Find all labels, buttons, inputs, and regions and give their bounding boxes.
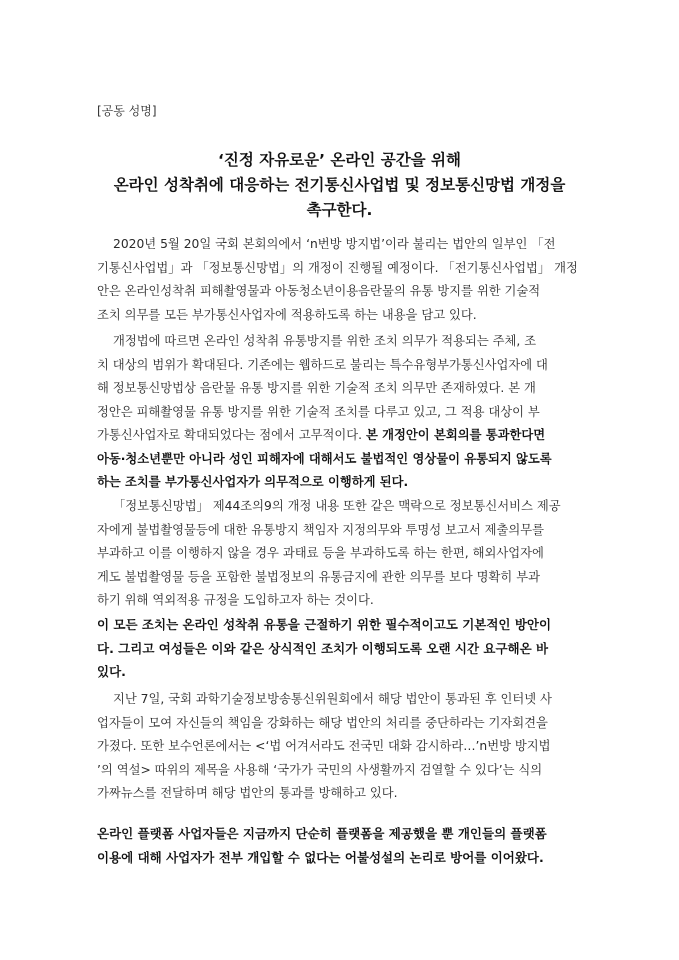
paragraph-4 [97, 613, 609, 684]
paragraph-line: 「정보통신망법」 제44조의9의 개정 내용 또한 같은 맥락으로 정보통신서비스 제공 [113, 499, 561, 513]
paragraph-line: 해 정보통신망법상 음란물 유통 방지를 위한 기술적 조치 의무만 존재하였다. 본 개 [97, 381, 536, 395]
paragraph-line: 안은 온라인성착취 피해촬영물과 아동청소년이용음란물의 유통 방지를 위한 기술적 [97, 284, 541, 298]
paragraph-line: 정안은 피해촬영물 유통 방지를 위한 기술적 조치를 다루고 있고, 그 적용 대상이 부 [97, 404, 540, 419]
statement-tag: [공동 성명] [97, 104, 157, 118]
title-line-3: 촉구한다. [306, 201, 373, 219]
paragraph-line: 지난 7일, 국회 과학기술정보방송통신위원회에서 해당 법안이 통과된 후 인터넷 사 [113, 692, 552, 706]
paragraph-2 [97, 330, 609, 495]
paragraph-line: 가졌다. 또한 보수언론에서는 <‘법 어겨서라도 전국민 대화 감시하라…’n번방 방지법 [97, 739, 551, 753]
paragraph-line: 게도 불법촬영물 등을 포함한 불법정보의 유통금지에 관한 의무를 보다 명확히 부과 [97, 569, 540, 584]
paragraph-5 [97, 688, 609, 806]
paragraph-line: 부과하고 이를 이행하지 않을 경우 과태료 등을 부과하도록 하는 한편, 해외사업자에 [97, 546, 544, 560]
emphasis-line: 다. 그리고 여성들은 이와 같은 상식적인 조치가 이행되도록 오랜 시간 요구해온 바 [97, 640, 549, 656]
emphasis-text: 본 개정안이 본회의를 통과한다면 [366, 428, 546, 442]
paragraph-line: 개정법에 따르면 온라인 성착취 유통방지를 위한 조치 의무가 적용되는 주체, 조 [113, 334, 537, 348]
paragraph-3 [97, 495, 609, 613]
paragraph-line: ’의 역설> 따위의 제목을 사용해 ‘국가가 국민의 사생활까지 검열할 수 있다’는 식의 [97, 762, 543, 777]
emphasis-line: 이용에 대해 사업자가 전부 개입할 수 없다는 어불성설의 논리로 방어를 이어왔다. [97, 849, 544, 865]
emphasis-line: 하는 조치를 부가통신사업자가 의무적으로 이행하게 된다. [97, 475, 409, 489]
paragraph-line: 조치 의무를 모든 부가통신사업자에 적용하도록 하는 내용을 담고 있다. [97, 307, 477, 322]
paragraph-text: 가통신사업자로 확대되었다는 점에서 고무적이다. [97, 428, 366, 442]
document-title [0, 148, 679, 223]
paragraph-line: 자에게 불법촬영물등에 대한 유통방지 책임자 지정의무와 투명성 보고서 제출의무를 [97, 522, 545, 537]
paragraph-line: 2020년 5월 20일 국회 본회의에서 ‘n번방 방지법’이라 불리는 법안의 일부인 「전 [113, 237, 556, 251]
paragraph-line [97, 424, 609, 448]
title-line-1: ‘진정 자유로운’ 온라인 공간을 위해 [218, 151, 461, 169]
paragraph-1 [97, 233, 609, 327]
emphasis-line: 있다. [97, 664, 126, 679]
title-line-2: 온라인 성착취에 대응하는 전기통신사업법 및 정보통신망법 개정을 [113, 176, 566, 194]
paragraph-line: 업자들이 모여 자신들의 책임을 강화하는 해당 법안의 처리를 중단하라는 기자회견을 [97, 715, 548, 730]
emphasis-line: 이 모든 조치는 온라인 성착취 유통을 근절하기 위한 필수적이고도 기본적인 방안이 [97, 617, 552, 632]
paragraph-line: 치 대상의 범위가 확대된다. 기존에는 웹하드로 불리는 특수유형부가통신사업자에 대 [97, 357, 548, 372]
emphasis-line: 온라인 플랫폼 사업자들은 지금까지 단순히 플랫폼을 제공했을 뿐 개인들의 플랫폼 [97, 826, 547, 841]
paragraph-line: 하기 위해 역외적용 규정을 도입하고자 하는 것이다. [97, 593, 374, 607]
paragraph-line: 기통신사업법」과 「정보통신망법」의 개정이 진행될 예정이다. 「전기통신사업법」 개정 [97, 260, 578, 275]
paragraph-line: 가짜뉴스를 전달하며 해당 법안의 통과를 방해하고 있다. [97, 786, 398, 800]
paragraph-6 [97, 822, 609, 869]
emphasis-line: 아동·청소년뿐만 아니라 성인 피해자에 대해서도 불법적인 영상물이 유통되지 않도록 [97, 451, 552, 466]
